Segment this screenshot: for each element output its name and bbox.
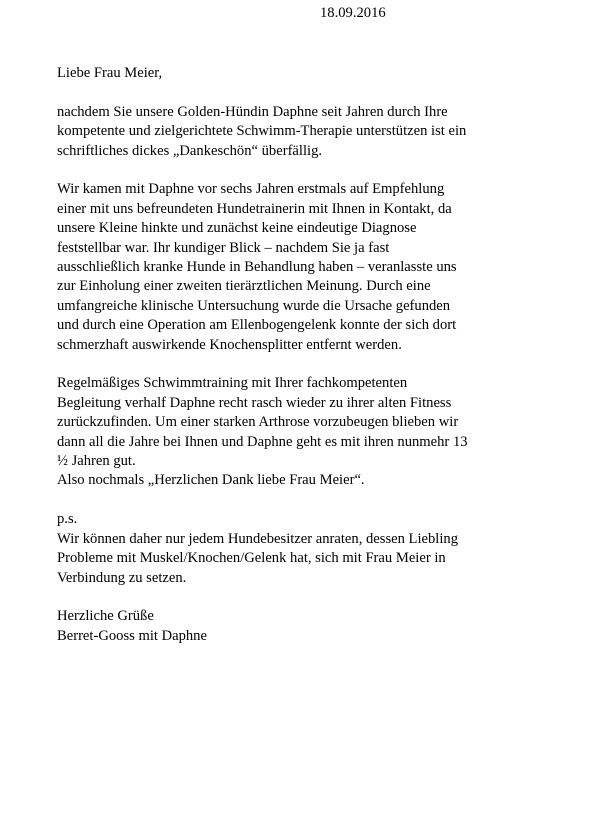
- paragraph-line: schmerzhaft auswirkende Knochensplitter entfernt werden.: [57, 336, 402, 353]
- closing-signature: Berret-Gooss mit Daphne: [57, 627, 207, 644]
- paragraph-line: nachdem Sie unsere Golden-Hündin Daphne seit Jahren durch Ihre: [57, 103, 448, 120]
- letter-date: 18.09.2016: [320, 5, 386, 21]
- postscript-line: Wir können daher nur jedem Hundebesitzer anraten, dessen Liebling: [57, 530, 459, 547]
- paragraph-line: und durch eine Operation am Ellenbogengelenk konnte der sich dort: [57, 317, 457, 334]
- salutation: [57, 64, 577, 83]
- paragraph-thanks: [57, 103, 577, 161]
- postscript-line: p.s.: [57, 511, 78, 528]
- paragraph-line: kompetente und zielgerichtete Schwimm-Therapie unterstützen ist ein: [57, 123, 467, 140]
- postscript-line: Probleme mit Muskel/Knochen/Gelenk hat, sich mit Frau Meier in: [57, 550, 446, 567]
- postscript: [57, 510, 577, 588]
- paragraph-line: Begleitung verhalf Daphne recht rasch wieder zu ihrer alten Fitness: [57, 394, 452, 411]
- paragraph-line: zurückzufinden. Um einer starken Arthrose vorzubeugen blieben wir: [57, 414, 459, 431]
- paragraph-line: ausschließlich kranke Hunde in Behandlung haben – veranlasste uns: [57, 259, 457, 276]
- paragraph-line: Also nochmals „Herzlichen Dank liebe Frau Meier“.: [57, 472, 365, 489]
- paragraph-line: zur Einholung einer zweiten tierärztlichen Meinung. Durch eine: [57, 278, 431, 295]
- paragraph-line: umfangreiche klinische Untersuchung wurde die Ursache gefunden: [57, 297, 451, 314]
- paragraph-training: [57, 374, 577, 490]
- paragraph-line: Regelmäßiges Schwimmtraining mit Ihrer fachkompetenten: [57, 375, 408, 392]
- paragraph-line: Wir kamen mit Daphne vor sechs Jahren erstmals auf Empfehlung: [57, 181, 445, 198]
- closing: [57, 607, 577, 646]
- paragraph-line: unsere Kleine hinkte und zunächst keine eindeutige Diagnose: [57, 220, 417, 237]
- paragraph-line: ½ Jahren gut.: [57, 453, 136, 470]
- paragraph-history: [57, 180, 577, 355]
- paragraph-line: dann all die Jahre bei Ihnen und Daphne geht es mit ihren nunmehr 13: [57, 433, 468, 450]
- paragraph-line: feststellbar war. Ihr kundiger Blick – nachdem Sie ja fast: [57, 239, 390, 256]
- letter-body: [57, 64, 577, 666]
- paragraph-line: einer mit uns befreundeten Hundetrainerin mit Ihnen in Kontakt, da: [57, 200, 452, 217]
- closing-greeting: Herzliche Grüße: [57, 608, 154, 625]
- salutation-line: Liebe Frau Meier,: [57, 65, 163, 81]
- postscript-line: Verbindung zu setzen.: [57, 569, 187, 586]
- paragraph-line: schriftliches dickes „Dankeschön“ überfällig.: [57, 142, 323, 159]
